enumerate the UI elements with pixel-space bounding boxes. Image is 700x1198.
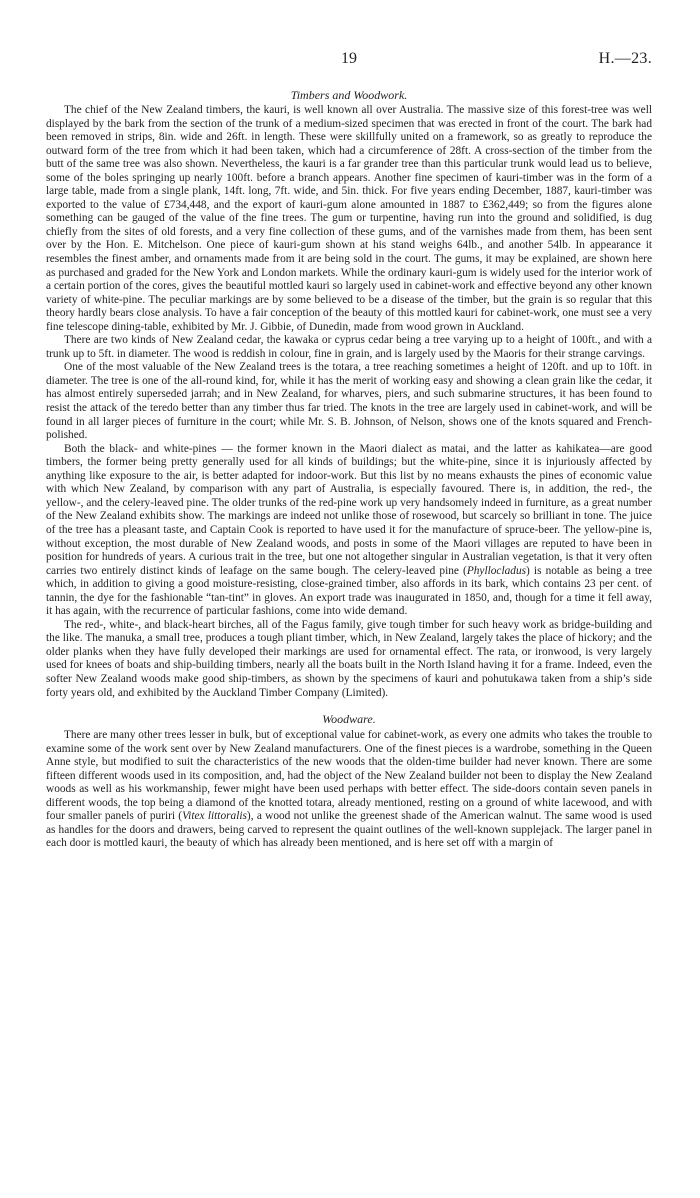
paragraph-totara: One of the most valuable of the New Zealand trees is the totara, a tree reaching sometimes a height of 120ft. and up to 10ft. in diameter. The tree is one of the all-round kind, for, while it has the merit of working easy and showing a clean grain like the cedar, it has almost entirely superseded jarrah; and in New Zealand, for wharves, piers, and such submarine structures, it has been found to resist the attack of the teredo better than any timber thus far tried. The knots in the tree are largely used in cabinet-work, and will be found in all larger pieces of furniture in the court; while Mr. S. B. Johnson, of Nelson, shows one of the knots squared and French-polished. <box>46 361 652 442</box>
paragraph-woodware <box>46 729 652 851</box>
section-title-timbers: Timbers and Woodwork. <box>290 88 408 102</box>
vitex-term: Vitex littoralis <box>182 810 247 823</box>
pines-text-end: ) is notable as being a tree which, in addition to giving a good moisture-resisting, close-grained timber, also affords in its bark, which contains 23 per cent. of tannin, the dye for the fashionable “tan-tint” in gloves. An export trade was inaugurated in 1850, and, though for a time it fell away, it has again, with the recurrence of particular fashions, come into wide demand. <box>46 564 652 618</box>
paragraph-cedar: There are two kinds of New Zealand cedar, the kawaka or cyprus cedar being a tree varying up to a height of 100ft., and with a trunk up to 5ft. in diameter. The wood is reddish in colour, fine in grain, and is largely used by the Maoris for their strange carvings. <box>46 334 652 360</box>
page-body <box>46 88 652 851</box>
phyllocladus-term: Phyllocladus <box>466 564 527 577</box>
paragraph-birches: The red-, white-, and black-heart birches, all of the Fagus family, give tough timber for such heavy work as bridge-building and the like. The manuka, a small tree, produces a tough pliant timber, which, in New Zealand, largely takes the place of hickory; and the older planks when they have fully developed their markings are used for ornamental effect. The rata, or ironwood, is very largely used for knees of boats and ship-building timbers, nearly all the boats built in the North Island having it for a frame. Indeed, even the softer New Zealand woods make good ship-timbers, as shown by the specimens of kauri and pohutukawa taken from a ship’s side forty years old, and exhibited by the Auckland Timber Company (Limited). <box>46 618 652 699</box>
pines-text-start: Both the black- and white-pines — the former known in the Maori dialect as matai, and the latter as kahikatea—are good timbers, the former being pretty generally used for all kinds of buildings; but the white-pine, since it is injuriously affected by anything like exposure to the air, is better adapted for indoor-work. But this list by no means exhausts the pines of economic value with which New Zealand, by comparison with any part of Australia, is especially favoured. There is, in addition, the red-, the yellow-, and the celery-leaved pine. The older trunks of the red-pine work up very handsomely indeed in furniture, as a great number of the New Zealand exhibits show. The markings are indeed not unlike those of rosewood, but scarcely so brilliant in tone. The juice of the tree has a pleasant taste, and Captain Cook is reported to have used it for the manufacture of spruce-beer. The yellow-pine is, without exception, the most durable of New Zealand woods, and posts in some of the Maori villages are reputed to have been in position for hundreds of years. A curious trait in the tree, but one not altogether singular in Australian vegetation, is that it very often carries two entirely distinct kinds of leafage on the same bough. The celery-leaved pine ( <box>46 442 652 577</box>
page-header <box>46 50 652 74</box>
woodware-text-start: There are many other trees lesser in bulk, but of exceptional value for cabinet-work, as every one admits who takes the trouble to examine some of the work sent over by New Zealand manufacturers. One of the finest pieces is a wardrobe, something in the Queen Anne style, but modified to suit the characteristics of the new woods that the olden-time builder had never known. There are some fifteen different woods used in its composition, and, had the object of the New Zealand builder not been to display the New Zealand woods as well as his workmanship, fewer might have been used perhaps with better effect. The side-doors contain seven panels in different woods, the top being a diamond of the knotted totara, already mentioned, resting on a ground of white lacewood, and with four smaller panels of puriri ( <box>46 729 652 823</box>
page-number: 19 <box>341 50 357 67</box>
paragraph-kauri: The chief of the New Zealand timbers, the kauri, is well known all over Australia. The massive size of this forest-tree was well displayed by the bark from the section of the trunk of a medium-sized specimen that was erected in front of the court. The bark had been removed in strips, 8in. wide and 26ft. in length. These were skillfully united on a framework, so as greatly to reproduce the outward form of the tree from which it had been taken, which had a circumference of 28ft. A cross-section of the timber from the butt of the same tree was also shown. Nevertheless, the kauri is a far grander tree than this particular trunk would lead us to believe, some of the boles springing up nearly 100ft. before a branch appears. Another fine specimen of kauri-timber was in the form of a large table, made from a single plank, 14ft. long, 7ft. wide, and 5in. thick. For five years ending December, 1887, kauri-timber was exported to the value of £734,448, and the export of kauri-gum alone amounted in 1887 to £362,449; so from the figures alone something can be gauged of the value of the fine trees. The gum or turpentine, having run into the ground and solidified, is dug chiefly from the sites of old forests, and a very fine collection of these gums, and of the varnishes made from them, has been sent over by the Hon. E. Mitchelson. One piece of kauri-gum shown at his stand weighs 64lb., and another 54lb. In appearance it resembles the finest amber, and ornaments made from it are being sold in the court. The gums, it may be explained, are shown here as purchased and graded for the New York and London markets. While the ordinary kauri-gum is widely used for the interior work of a certain portion of the cores, gives the beautiful mottled kauri so largely used in cabinet-work and effective beyond any other known variety of white-pine. The peculiar markings are by some believed to be a disease of the timber, but the grain is so regular that this theory hardly bears close analysis. To have a fair conception of the beauty of this mottled kauri for cabinet-work, one must see a very fine telescope dining-table, exhibited by Mr. J. Gibbie, of Dunedin, made from wood grown in Auckland. <box>46 104 652 333</box>
section-title-woodware: Woodware. <box>322 712 376 727</box>
document-reference: H.—23. <box>598 50 652 67</box>
woodware-text-end: ), a wood not unlike the greenest shade of the American walnut. The same wood is used as handles for the doors and drawers, being carved to represent the quaint outlines of the well-known supplejack. The larger panel in each door is mottled kauri, the beauty of which has already been mentioned, and is here set off with a margin of <box>46 810 652 850</box>
paragraph-pines <box>46 443 652 619</box>
